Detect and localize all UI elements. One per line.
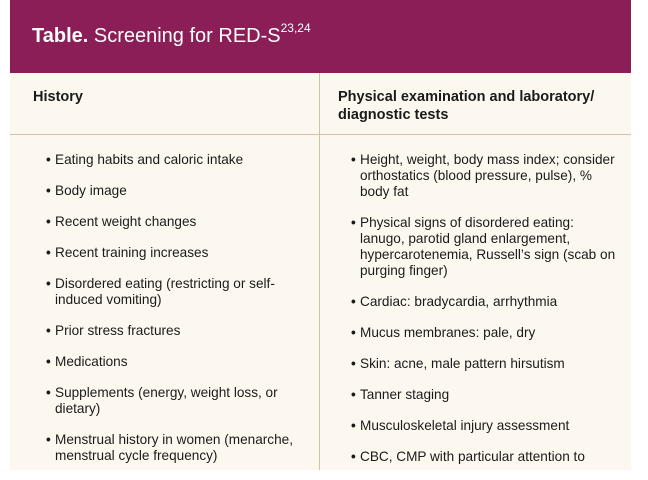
list-item: • Body image xyxy=(46,183,308,199)
table-title xyxy=(32,21,311,48)
history-list xyxy=(46,152,308,479)
list-item: • Musculoskeletal injury assessment xyxy=(351,418,621,434)
list-item: • Cardiac: bradycardia, arrhythmia xyxy=(351,294,621,310)
list-item: • CBC, CMP with particular attention to xyxy=(351,449,621,465)
list-item: • Supplements (energy, weight loss, or dietary) xyxy=(46,385,308,417)
list-item: • Recent weight changes xyxy=(46,214,308,230)
column-header-history: History xyxy=(33,89,83,105)
column-header-exam: Physical examination and laboratory/ diagnostic tests xyxy=(338,89,595,123)
list-item: • Tanner staging xyxy=(351,387,621,403)
list-item: • Medications xyxy=(46,354,308,370)
header-rule xyxy=(10,134,631,135)
exam-list xyxy=(351,152,621,480)
table-title-citation: 23,24 xyxy=(280,21,311,36)
list-item: • Recent training increases xyxy=(46,245,308,261)
column-divider xyxy=(319,73,320,470)
table-title-lead: Table. xyxy=(32,25,89,47)
list-item: • Skin: acne, male pattern hirsutism xyxy=(351,356,621,372)
list-item: • Prior stress fractures xyxy=(46,323,308,339)
list-item: • Mucus membranes: pale, dry xyxy=(351,325,621,341)
table-title-bar xyxy=(10,0,631,73)
table-title-text: Screening for RED-S xyxy=(88,25,281,47)
list-item: • Physical signs of disordered eating: lanugo, parotid gland enlargement, hypercarotenemia, Russell’s sign (scab on purging finger) xyxy=(351,215,621,279)
list-item: • Menstrual history in women (menarche, menstrual cycle frequency) xyxy=(46,432,308,464)
list-item: • Height, weight, body mass index; consider orthostatics (blood pressure, pulse), % body fat xyxy=(351,152,621,200)
list-item: • Eating habits and caloric intake xyxy=(46,152,308,168)
list-item: • Disordered eating (restricting or self-induced vomiting) xyxy=(46,276,308,308)
